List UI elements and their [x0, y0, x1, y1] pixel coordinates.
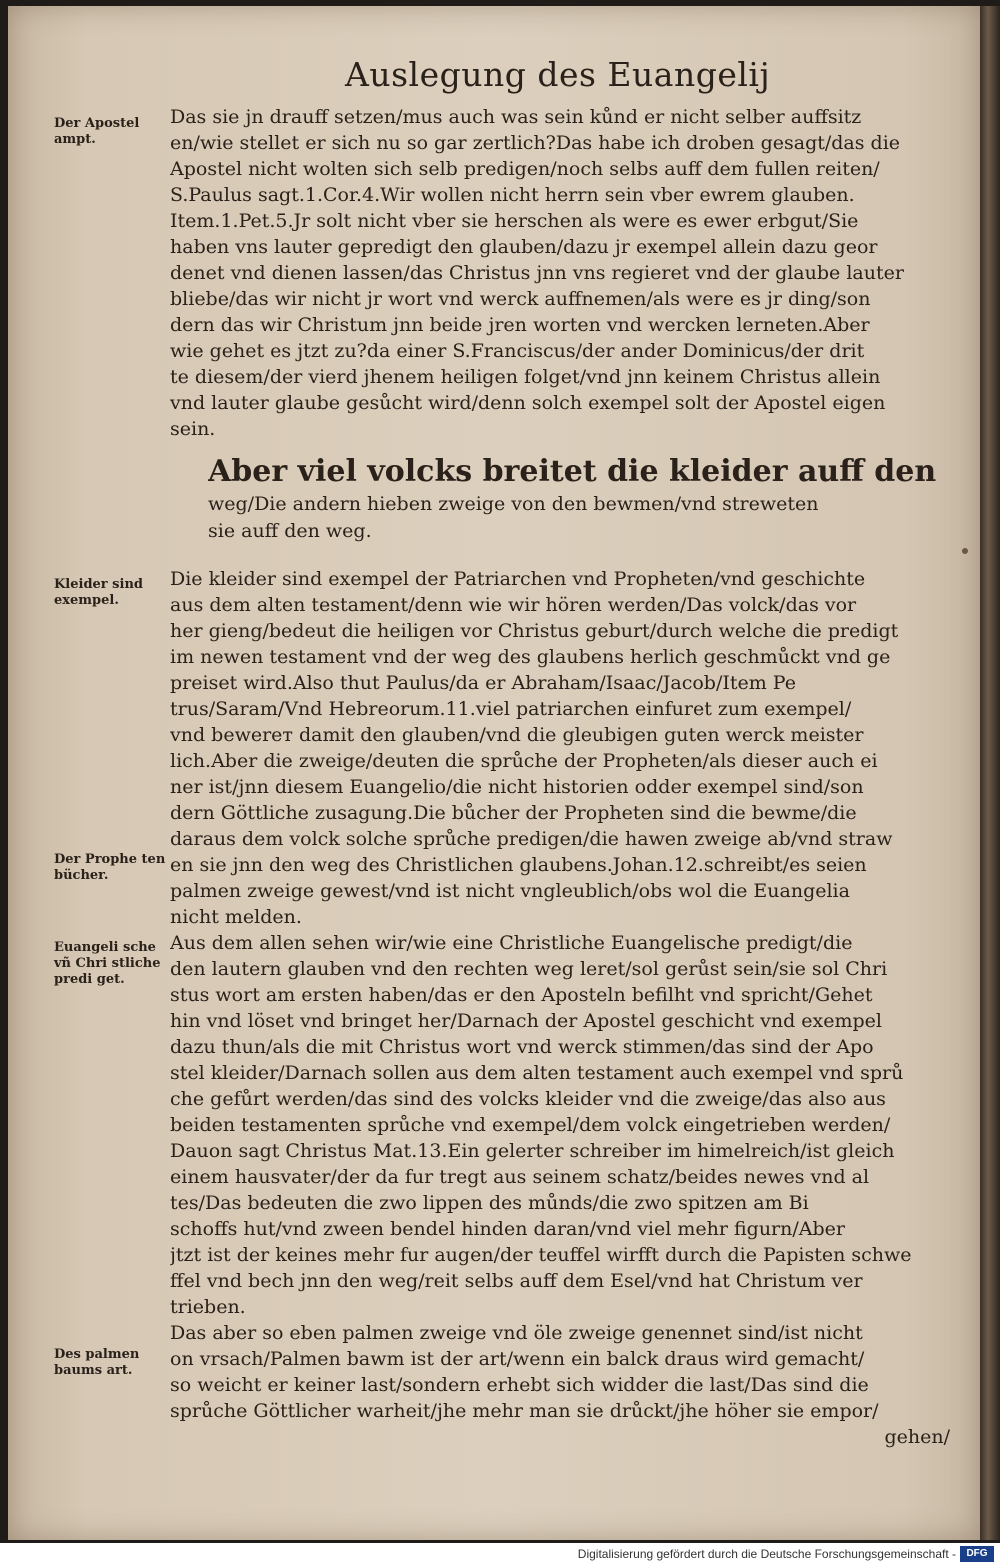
text-line: on vrsach/Palmen bawm ist der art/wenn ein balck draus wird gemacht/	[170, 1348, 865, 1370]
text-line: S.Paulus sagt.1.Cor.4.Wir wollen nicht herrn sein vber ewrem glauben.	[170, 184, 855, 206]
text-line: Apostel nicht wolten sich selb predigen/noch selbs auff dem fullen reiten/	[170, 158, 880, 180]
text-line: hin vnd löset vnd bringet her/Darnach der Apostel geschicht vnd exempel	[170, 1010, 882, 1032]
book-edge	[980, 6, 1000, 1540]
text-line: tes/Das bedeuten die zwo lippen des můnds/die zwo spitzen am Bi	[170, 1192, 809, 1214]
quote-line: sie auff den weg.	[208, 520, 372, 542]
text-line: ner ist/jnn diesem Euangelio/die nicht historien odder exempel sind/son	[170, 776, 864, 798]
text-line: daraus dem volck solche sprůche predigen/die hawen zweige ab/vnd straw	[170, 828, 893, 850]
text-line: ffel vnd bech jnn den weg/reit selbs auff dem Esel/vnd hat Christum ver	[170, 1270, 863, 1292]
text-line: her gieng/bedeut die heiligen vor Christus geburt/durch welche die predigt	[170, 620, 899, 642]
text-line: Aus dem allen sehen wir/wie eine Christliche Euangelische predigt/die	[170, 932, 853, 954]
text-line: Die kleider sind exempel der Patriarchen vnd Propheten/vnd geschichte	[170, 568, 866, 590]
text-line: bliebe/das wir nicht jr wort vnd werck auffnemen/als were es jr ding/son	[170, 288, 871, 310]
text-line: en sie jnn den weg des Christlichen glaubens.Johan.12.schreibt/es seien	[170, 854, 867, 876]
margin-note: Euangeli sche vñ Chri stliche predi get.	[54, 940, 161, 987]
text-line: Dauon sagt Christus Mat.13.Ein gelerter schreiber im himelreich/ist gleich	[170, 1140, 895, 1162]
text-line: nicht melden.	[170, 906, 302, 928]
quote-line: weg/Die andern hieben zweige von den bewmen/vnd streweten	[208, 493, 819, 515]
text-line: dern Göttliche zusagung.Die bůcher der Propheten sind die bewme/die	[170, 802, 857, 824]
text-line: lich.Aber die zweige/deuten die sprůche der Propheten/als dieser auch ei	[170, 750, 878, 772]
text-line: stel kleider/Darnach sollen aus dem alten testament auch exempel vnd sprů	[170, 1062, 904, 1084]
text-line: Das sie jn drauff setzen/mus auch was sein kůnd er nicht selber auffsitz	[170, 106, 862, 128]
text-line: preiset wird.Also thut Paulus/da er Abraham/Isaac/Jacob/Item Pe	[170, 672, 796, 694]
footer-bar	[0, 1543, 1000, 1566]
text-line: haben vns lauter gepredigt den glauben/dazu jr exempel allein dazu geor	[170, 236, 878, 258]
text-line: schoffs hut/vnd zween bendel hinden daran/vnd viel mehr figurn/Aber	[170, 1218, 845, 1240]
margin-note: Kleider sind exempel.	[54, 577, 143, 608]
text-line: denet vnd dienen lassen/das Christus jnn vns regieret vnd der glaube lauter	[170, 262, 904, 284]
text-line: palmen zweige gewest/vnd ist nicht vngleublich/obs wol die Euangelia	[170, 880, 850, 902]
text-line: jtzt ist der keines mehr fur augen/der teuffel wirfft durch die Papisten schwe	[170, 1244, 912, 1266]
margin-note: Der Apostel ampt.	[54, 116, 140, 147]
text-line: wie gehet es jtzt zu?da einer S.Franciscus/der ander Dominicus/der drit	[170, 340, 865, 362]
ink-spot	[962, 548, 968, 554]
text-line: Das aber so eben palmen zweige vnd öle zweige genennet sind/ist nicht	[170, 1322, 863, 1344]
text-line: vnd bewerет damit den glauben/vnd die gleubigen guten werck meister	[170, 724, 864, 746]
text-line: stus wort am ersten haben/das er den Aposteln befilht vnd spricht/Gehet	[170, 984, 873, 1006]
text-line: trus/Saram/Vnd Hebreorum.11.viel patriarchen einfuret zum exempel/	[170, 698, 852, 720]
text-line: en/wie stellet er sich nu so gar zertlich?Das habe ich droben gesagt/das die	[170, 132, 901, 154]
text-line: beiden testamenten sprůche vnd exempel/dem volck eingetrieben werden/	[170, 1114, 891, 1136]
catchword: gehen/	[884, 1426, 950, 1448]
text-line: che gefůrt werden/das sind des volcks kleider vnd die zweige/das also aus	[170, 1088, 886, 1110]
margin-note: Der Prophe ten bücher.	[54, 852, 166, 883]
text-line: Item.1.Pet.5.Jr solt nicht vber sie herschen als were es ewer erbgut/Sie	[170, 210, 859, 232]
running-head: Auslegung des Euangelij	[345, 55, 771, 94]
text-line: sein.	[170, 418, 216, 440]
text-line: so weicht er keiner last/sondern erhebt sich widder die last/Das sind die	[170, 1374, 869, 1396]
text-line: sprůche Göttlicher warheit/jhe mehr man sie drůckt/jhe höher sie empor/	[170, 1400, 879, 1422]
footer-credit: Digitalisierung gefördert durch die Deutsche Forschungsgemeinschaft -	[577, 1547, 956, 1561]
dfg-logo: DFG	[960, 1546, 994, 1562]
quote-heading: Aber viel volcks breitet die kleider auff den	[208, 455, 937, 489]
text-line: trieben.	[170, 1296, 246, 1318]
text-line: im newen testament vnd der weg des glaubens herlich geschmůckt vnd ge	[170, 646, 891, 668]
text-line: dazu thun/als die mit Christus wort vnd werck stimmen/das sind der Apo	[170, 1036, 874, 1058]
margin-note: Des palmen baums art.	[54, 1347, 140, 1378]
text-line: den lautern glauben vnd den rechten weg leret/sol gerůst sein/sie sol Chri	[170, 958, 888, 980]
text-line: einem hausvater/der da fur tregt aus seinem schatz/beides newes vnd al	[170, 1166, 870, 1188]
text-line: aus dem alten testament/denn wie wir hören werden/Das volck/das vor	[170, 594, 857, 616]
text-line: dern das wir Christum jnn beide jren worten vnd wercken lerneten.Aber	[170, 314, 870, 336]
text-line: vnd lauter glaube gesůcht wird/denn solch exempel solt der Apostel eigen	[170, 392, 886, 414]
text-line: te diesem/der vierd jhenem heiligen folget/vnd jnn keinem Christus allein	[170, 366, 881, 388]
